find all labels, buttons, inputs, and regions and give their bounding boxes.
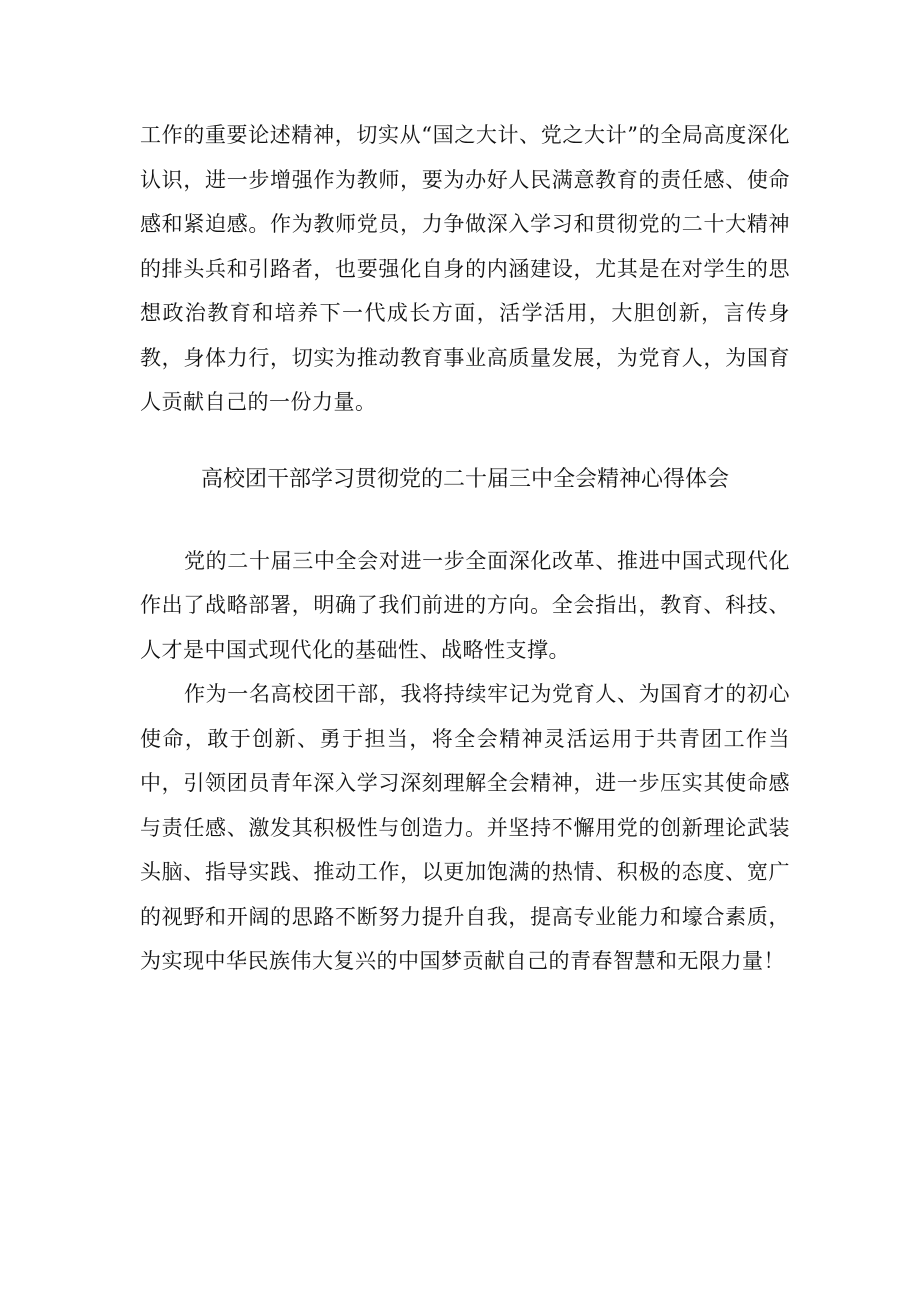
body-paragraph-2: 作为一名高校团干部，我将持续牢记为党育人、为国育才的初心使命，敢于创新、勇于担当，将全会精神灵活运用于共青团工作当中，引领团员青年深入学习深刻理解全会精神，进一步压实其使命感与责任感、激发其积极性与创造力。并坚持不懈用党的创新理论武装头脑、指导实践、推动工作，以更加饱满的热情、积极的态度、宽广的视野和开阔的思路不断努力提升自我，提高专业能力和壕合素质，为实现中华民族伟大复兴的中国梦贡献自己的青春智慧和无限力量！	[140, 682, 790, 973]
body-paragraph-1: 党的二十届三中全会对进一步全面深化改革、推进中国式现代化作出了战略部署，明确了我们前进的方向。全会指出，教育、科技、人才是中国式现代化的基础性、战略性支撑。	[140, 548, 790, 662]
document-body	[140, 113, 790, 984]
section-title: 高校团干部学习贯彻党的二十届三中全会精神心得体会	[200, 466, 729, 492]
intro-paragraph: 工作的重要论述精神，切实从“国之大计、党之大计”的全局高度深化认识，进一步增强作为教师，要为办好人民满意教育的责任感、使命感和紧迫感。作为教师党员，力争做深入学习和贯彻党的二十大精神的排头兵和引路者，也要强化自身的内涵建设，尤其是在对学生的思想政治教育和培养下一代成长方面，活学活用，大胆创新，言传身教，身体力行，切实为推动教育事业高质量发展，为党育人，为国育人贡献自己的一份力量。	[140, 123, 790, 414]
